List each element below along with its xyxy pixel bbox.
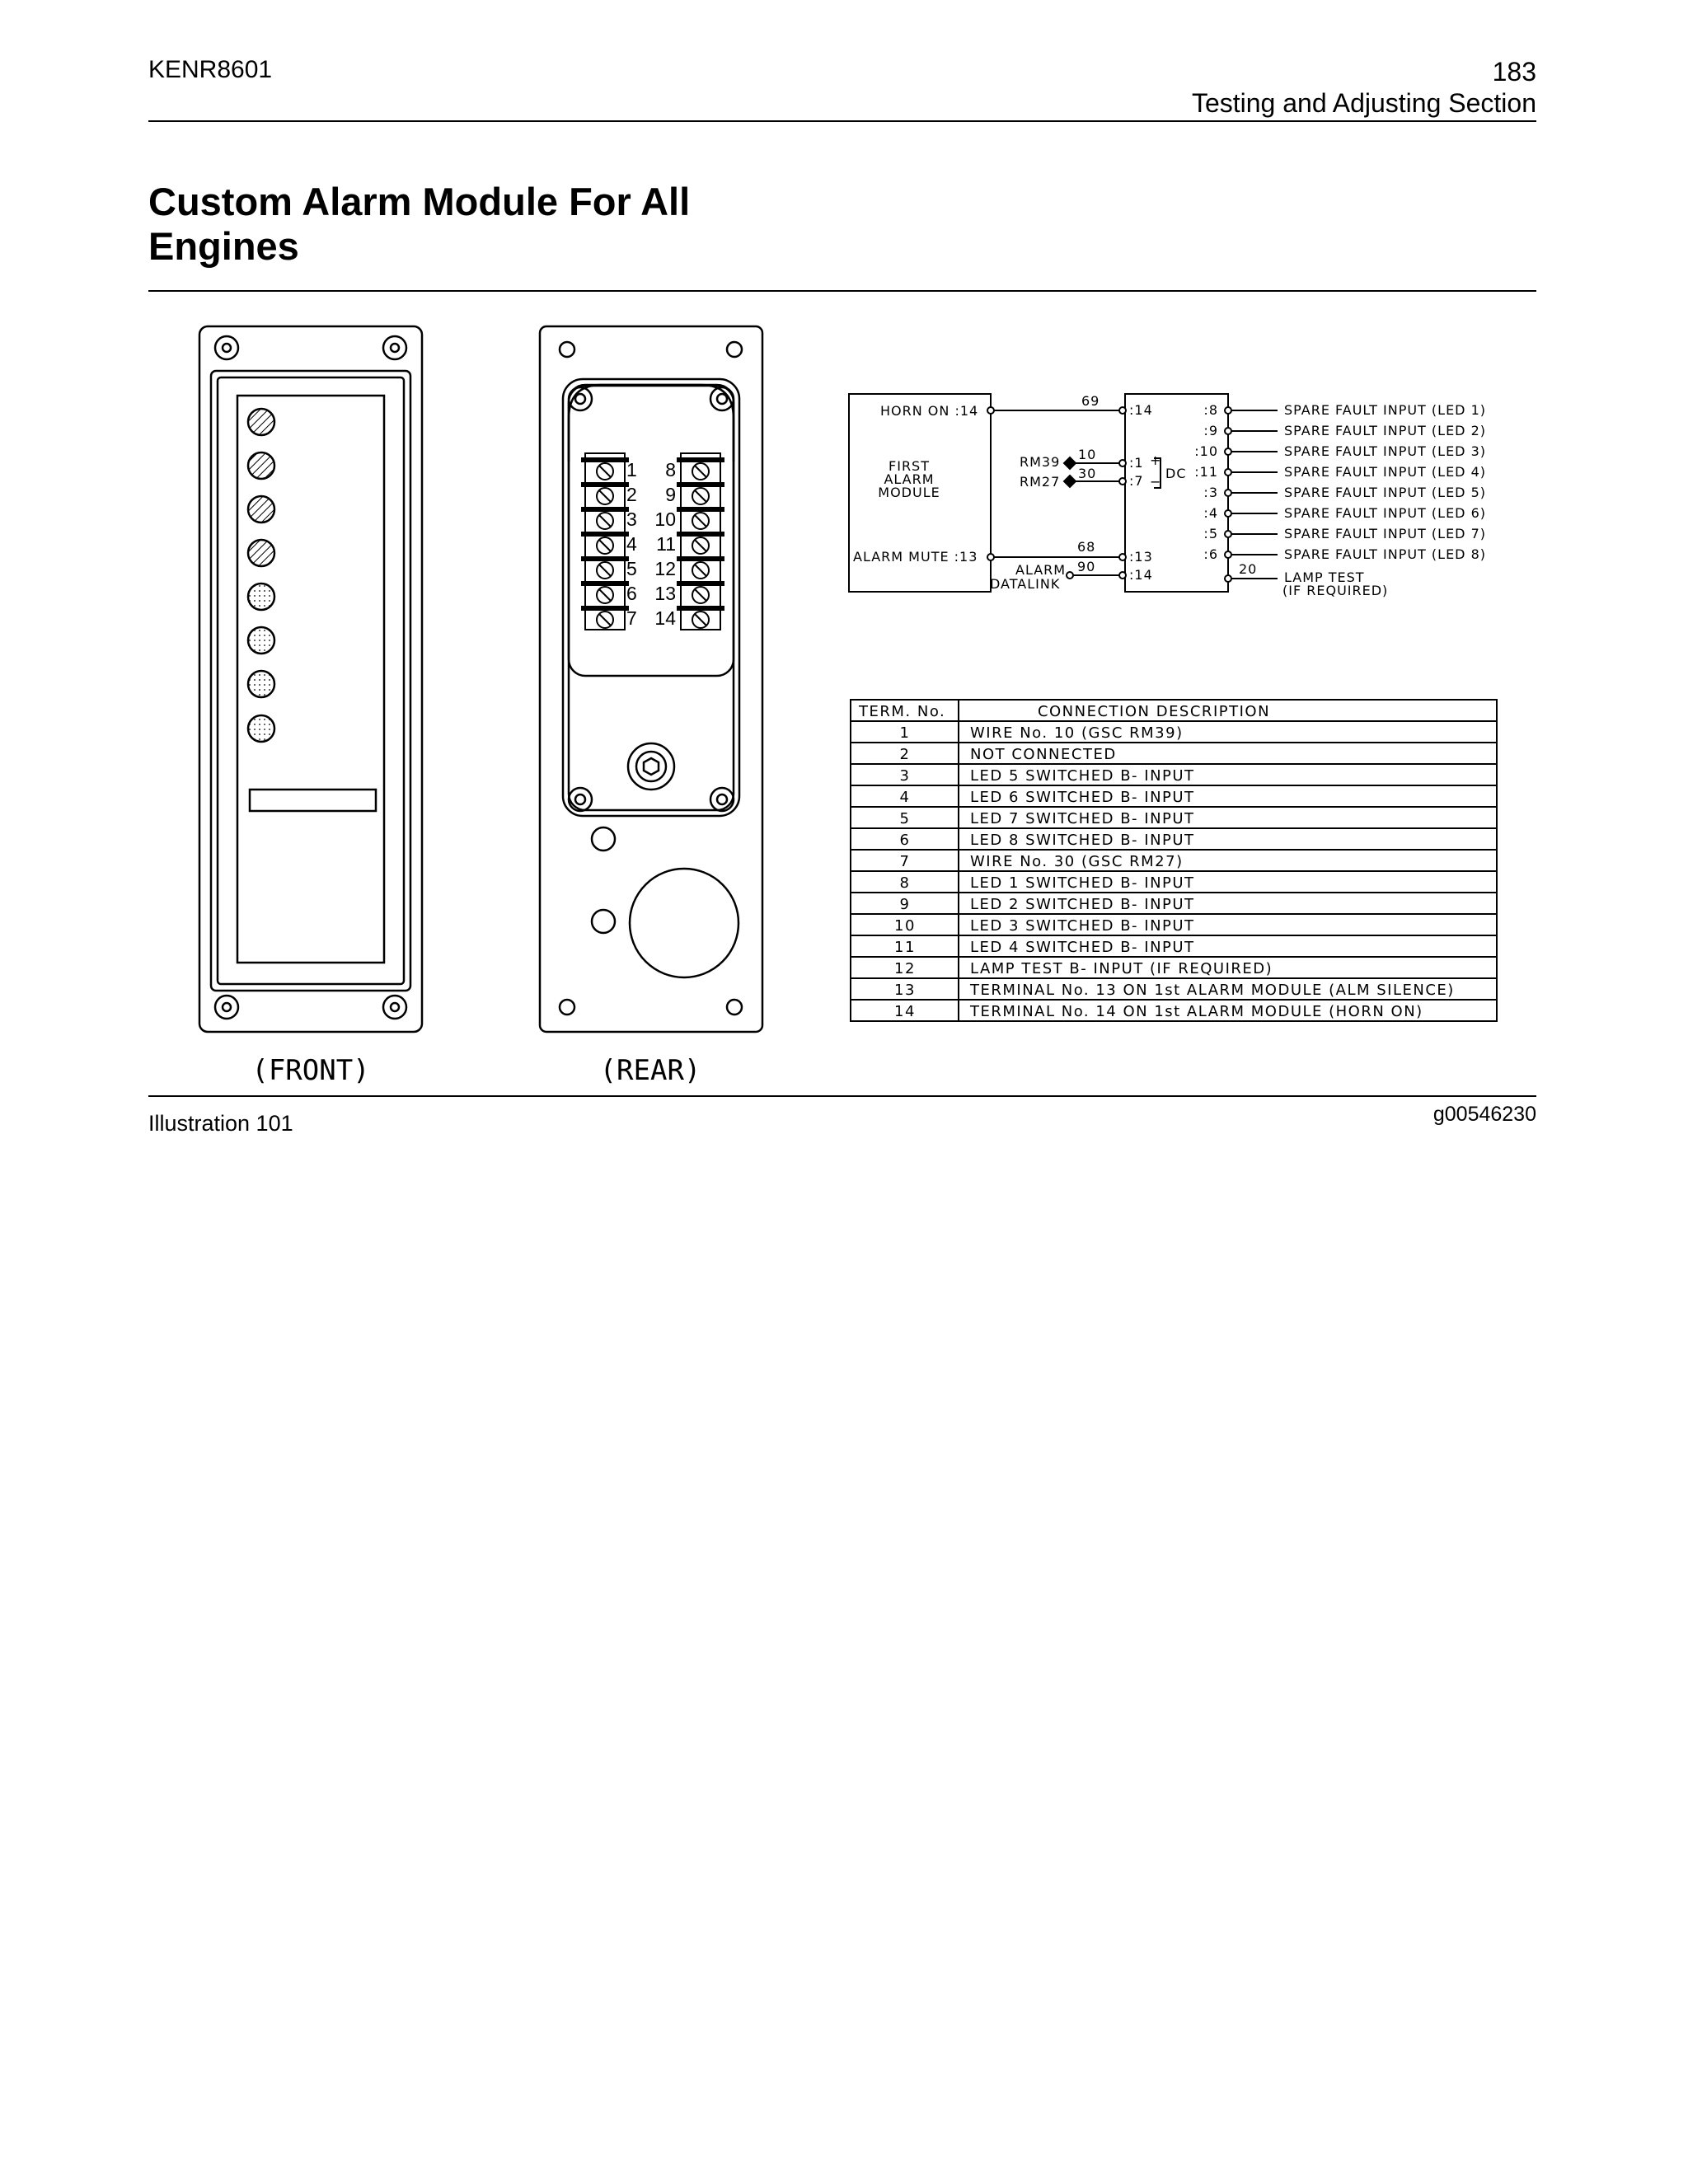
rear-small-hole-1-icon [592, 827, 615, 851]
terminal-screw-slot [695, 540, 706, 551]
table-header-desc: CONNECTION DESCRIPTION [1037, 703, 1271, 720]
terminal-screw-slot [599, 589, 611, 601]
table-cell-description: TERMINAL No. 14 ON 1st ALARM MODULE (HORN ON) [970, 1003, 1423, 1020]
table-cell-description: LED 3 SWITCHED B- INPUT [970, 917, 1195, 935]
document-number: KENR8601 [148, 56, 273, 83]
output-label-5: SPARE FAULT INPUT (LED 5) [1284, 485, 1486, 500]
led-1-icon [248, 409, 274, 435]
terminal-screw-slot [599, 490, 611, 502]
table-header-term: TERM. No. [859, 703, 946, 720]
rear-term-10: 10 [654, 509, 676, 530]
table-cell-description: TERMINAL No. 13 ON 1st ALARM MODULE (ALM SILENCE) [970, 982, 1455, 999]
horn-on-label: HORN ON :14 [880, 403, 979, 419]
output-term-3: :10 [1194, 443, 1218, 459]
alarm-datalink-2: DATALINK [990, 576, 1061, 592]
led-3-icon [248, 496, 274, 523]
front-panel [199, 326, 422, 1032]
first-module-name-1: FIRST [889, 458, 930, 474]
rear-term-7: 7 [626, 607, 637, 629]
rear-term-9: 9 [665, 484, 676, 505]
terminal-screw-slot [599, 515, 611, 527]
output-terminal-icon [1225, 469, 1231, 476]
led-2-icon [248, 452, 274, 479]
title-line-2: Engines [148, 224, 299, 268]
led-6-icon [248, 627, 274, 654]
table-cell-term: 2 [899, 746, 911, 763]
table-cell-term: 10 [894, 917, 916, 935]
table-cell-term: 11 [894, 939, 916, 956]
rear-term-11: 11 [656, 533, 676, 555]
terminal-screw-slot [695, 466, 706, 477]
led-7-icon [248, 671, 274, 697]
output-label-2: SPARE FAULT INPUT (LED 2) [1284, 423, 1486, 438]
terminal-divider [678, 582, 724, 585]
table-cell-description: LED 2 SWITCHED B- INPUT [970, 896, 1195, 913]
output-term-7: :5 [1203, 526, 1218, 541]
rear-term-1: 1 [626, 459, 637, 480]
output-terminal-icon [1225, 490, 1231, 496]
rear-term-13: 13 [654, 583, 676, 604]
output-label-4: SPARE FAULT INPUT (LED 4) [1284, 464, 1486, 480]
output-term-8: :6 [1203, 546, 1218, 562]
led-4-icon [248, 540, 274, 566]
wire-10: 10 [1078, 447, 1097, 462]
first-module-name-3: MODULE [878, 485, 940, 500]
front-screw-top-right-icon [383, 336, 406, 359]
terminal-divider [582, 508, 628, 511]
output-label-7: SPARE FAULT INPUT (LED 7) [1284, 526, 1486, 541]
terminal-divider [582, 582, 628, 585]
rear-term-5: 5 [626, 558, 637, 579]
front-screw-top-left-icon [215, 336, 238, 359]
output-label-1: SPARE FAULT INPUT (LED 1) [1284, 402, 1486, 418]
table-cell-term: 9 [899, 896, 911, 913]
terminal-screw-slot [695, 589, 706, 601]
rm39-label: RM39 [1020, 454, 1061, 470]
terminal-screw-slot [599, 540, 611, 551]
rear-term-2: 2 [626, 484, 637, 505]
output-term-2: :9 [1203, 423, 1218, 438]
table-cell-term: 1 [899, 724, 911, 742]
term-minus: − [1150, 474, 1162, 490]
wire-69: 69 [1081, 393, 1100, 409]
rear-term-6: 6 [626, 583, 637, 604]
rear-term-4: 4 [626, 533, 637, 555]
rear-corner-screw-bl-icon [569, 788, 592, 811]
table-cell-term: 12 [894, 960, 916, 977]
terminal-screw-slot [695, 515, 706, 527]
terminal-screw-slot [599, 466, 611, 477]
alarm-mute-label: ALARM MUTE :13 [853, 549, 978, 565]
output-terminal-icon [1225, 551, 1231, 558]
label-strip [250, 790, 376, 811]
wire-30: 30 [1078, 466, 1097, 481]
led-5-icon [248, 583, 274, 610]
table-rows [894, 724, 1455, 1020]
terminal-screw-slot [695, 565, 706, 576]
table-cell-description: LED 8 SWITCHED B- INPUT [970, 832, 1195, 849]
terminal-screw-slot [599, 565, 611, 576]
rear-hole-bl-icon [560, 1000, 574, 1015]
title-line-1: Custom Alarm Module For All [148, 180, 691, 223]
table-cell-description: LED 1 SWITCHED B- INPUT [970, 874, 1195, 892]
table-cell-term: 3 [899, 767, 911, 785]
term-1: :1 [1129, 455, 1144, 471]
output-lines [1225, 407, 1278, 558]
rear-term-12: 12 [654, 558, 676, 579]
output-term-4: :11 [1194, 464, 1218, 480]
table-cell-term: 6 [899, 832, 911, 849]
terminal-screw-slot [599, 614, 611, 626]
table-cell-description: LAMP TEST B- INPUT (IF REQUIRED) [970, 960, 1273, 977]
term-14-bottom: :14 [1129, 567, 1153, 583]
output-label-8: SPARE FAULT INPUT (LED 8) [1284, 546, 1486, 562]
section-title: Testing and Adjusting Section [1191, 88, 1536, 118]
terminal-divider [678, 483, 724, 486]
term-13: :13 [1129, 549, 1153, 565]
front-screw-bottom-right-icon [383, 996, 406, 1019]
table-cell-term: 13 [894, 982, 916, 999]
led-8-icon [248, 715, 274, 742]
terminal-divider [582, 483, 628, 486]
table-cell-description: WIRE No. 10 (GSC RM39) [970, 724, 1184, 742]
rear-center-bolt-icon [628, 743, 674, 790]
terminal-divider [582, 557, 628, 560]
rear-connector-icon [630, 869, 738, 977]
output-terminal-icon [1225, 531, 1231, 537]
output-term-1: :8 [1203, 402, 1218, 418]
illustration-caption: Illustration 101 [148, 1111, 293, 1136]
wire-20: 20 [1239, 561, 1258, 577]
table-cell-term: 4 [899, 789, 911, 806]
table-cell-term: 8 [899, 874, 911, 892]
output-term-5: :3 [1203, 485, 1218, 500]
lamp-test-1: LAMP TEST [1284, 569, 1365, 585]
output-labels [1194, 402, 1486, 562]
rear-label: (REAR) [599, 1054, 701, 1087]
rear-term-8: 8 [665, 459, 676, 480]
output-label-3: SPARE FAULT INPUT (LED 3) [1284, 443, 1486, 459]
rear-small-hole-2-icon [592, 910, 615, 933]
terminal-divider [678, 508, 724, 511]
term-7: :7 [1129, 473, 1144, 489]
rear-term-14: 14 [654, 607, 676, 629]
rear-hole-tr-icon [727, 342, 742, 357]
lamp-test-2: (IF REQUIRED) [1282, 583, 1389, 598]
table-cell-description: WIRE No. 30 (GSC RM27) [970, 853, 1184, 870]
terminal-divider [582, 532, 628, 536]
table-cell-description: LED 5 SWITCHED B- INPUT [970, 767, 1195, 785]
rear-hole-br-icon [727, 1000, 742, 1015]
terminal-screw-slot [695, 614, 706, 626]
first-module-name-2: ALARM [884, 471, 935, 487]
rm27-label: RM27 [1020, 474, 1061, 490]
output-term-6: :4 [1203, 505, 1218, 521]
terminal-divider [678, 532, 724, 536]
output-terminal-icon [1225, 448, 1231, 455]
table-cell-term: 7 [899, 853, 911, 870]
terminal-divider [582, 458, 628, 462]
table-cell-term: 14 [894, 1003, 916, 1020]
front-label: (FRONT) [251, 1054, 370, 1087]
table-cell-description: LED 4 SWITCHED B- INPUT [970, 939, 1195, 956]
wire-90: 90 [1077, 559, 1096, 574]
alarm-datalink-1: ALARM [1015, 562, 1067, 578]
terminal-divider [678, 607, 724, 610]
front-screw-bottom-left-icon [215, 996, 238, 1019]
term-plus: + [1150, 452, 1162, 468]
rear-term-3: 3 [626, 509, 637, 530]
terminal-screw-slot [695, 490, 706, 502]
rear-panel [540, 326, 762, 1032]
terminal-blocks [582, 453, 724, 630]
term-14-top: :14 [1129, 402, 1153, 418]
table-cell-term: 5 [899, 810, 911, 827]
terminal-divider [678, 458, 724, 462]
table-cell-description: LED 6 SWITCHED B- INPUT [970, 789, 1195, 806]
page-number: 183 [1492, 57, 1536, 87]
output-label-6: SPARE FAULT INPUT (LED 6) [1284, 505, 1486, 521]
rear-hole-tl-icon [560, 342, 574, 357]
output-terminal-icon [1225, 428, 1231, 434]
rear-corner-screw-br-icon [710, 788, 734, 811]
wire-68: 68 [1077, 539, 1096, 555]
output-terminal-icon [1225, 510, 1231, 517]
dc-label: DC [1165, 466, 1187, 481]
output-terminal-icon [1225, 407, 1231, 414]
terminal-divider [678, 557, 724, 560]
figure-id: g00546230 [1432, 1103, 1536, 1126]
table-cell-description: NOT CONNECTED [970, 746, 1117, 763]
table-cell-description: LED 7 SWITCHED B- INPUT [970, 810, 1195, 827]
terminal-divider [582, 607, 628, 610]
